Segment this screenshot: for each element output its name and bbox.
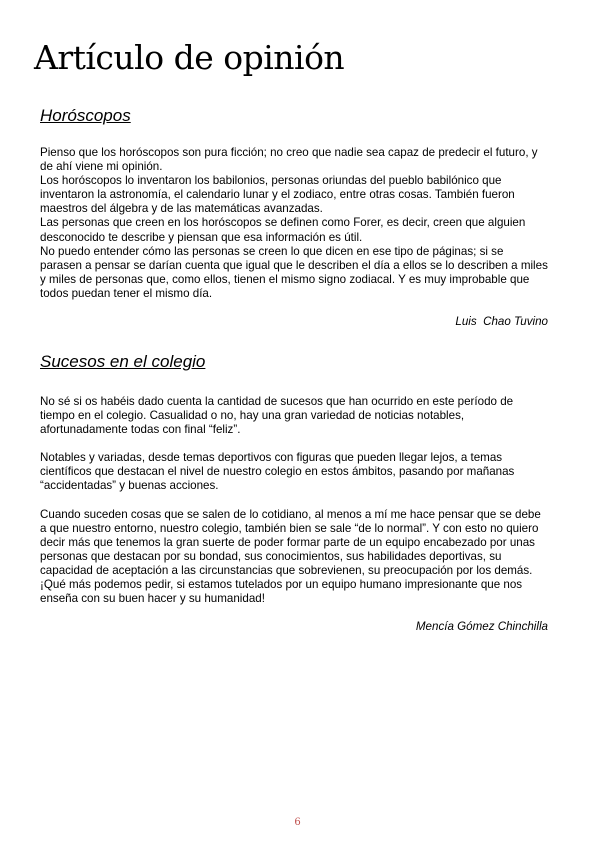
article-paragraph: Las personas que creen en los horóscopos se definen como Forer, es decir, creen que alguien desconocido te describe y piensan que esa información es útil. xyxy=(40,216,526,244)
article-author: Luis Chao Tuvino xyxy=(455,315,548,329)
article-author: Mencía Gómez Chinchilla xyxy=(415,620,548,634)
article-heading: Sucesos en el colegio xyxy=(40,352,206,371)
article-paragraph: Pienso que los horóscopos son pura ficción; no creo que nadie sea capaz de predecir el futuro, y de ahí viene mi opinión. xyxy=(40,146,538,174)
article-horoscopos xyxy=(40,106,548,329)
page-number: 6 xyxy=(294,817,301,828)
article-heading: Horóscopos xyxy=(40,106,131,125)
article-body xyxy=(40,146,548,301)
article-paragraph: No sé si os habéis dado cuenta la cantidad de sucesos que han ocurrido en este período de tiempo en el colegio. Casualidad o no, hay una gran variedad de noticias notables, afortunadamente todas con final “feliz”. xyxy=(40,395,514,437)
article-sucesos xyxy=(40,352,548,634)
article-paragraph: No puedo entender cómo las personas se creen lo que dicen en ese tipo de páginas; si se parasen a pensar se darían cuenta que igual que le describen el día a ellos se lo describen a miles y miles de personas que, como ellos, tienen el mismo signo zodiacal. Y es muy improbable que todos puedan tener el mismo día. xyxy=(40,244,548,300)
article-body xyxy=(40,395,548,606)
article-paragraph: Notables y variadas, desde temas deportivos con figuras que pueden llegar lejos, a temas científicos que destacan el nivel de nuestro colegio en estos ámbitos, pasando por mañanas “accidentadas” y buenas acciones. xyxy=(40,451,515,493)
article-paragraph: Los horóscopos lo inventaron los babilonios, personas oriundas del pueblo babilónico que inventaron la astronomía, el calendario lunar y el zodiaco, entre otras cosas. También fueron maestros del álgebra y de las matemáticas avanzadas. xyxy=(40,174,515,216)
page-title: Artículo de opinión xyxy=(34,38,345,77)
article-paragraph: Cuando suceden cosas que se salen de lo cotidiano, al menos a mí me hace pensar que se debe a que nuestro entorno, nuestro colegio, también bien se sale “de lo normal”. Y con esto no quiero decir más que tenemos la gran suerte de poder formar parte de un equipo encabezado por unas personas que destacan por su bondad, sus conocimientos, sus habilidades deportivas, su capacidad de aceptación a las circunstancias que sobrevienen, su preocupación por los demás. ¡Qué más podemos pedir, si estamos tutelados por un equipo humano impresionante que nos enseña con su buen hacer y su humanidad! xyxy=(40,507,541,606)
